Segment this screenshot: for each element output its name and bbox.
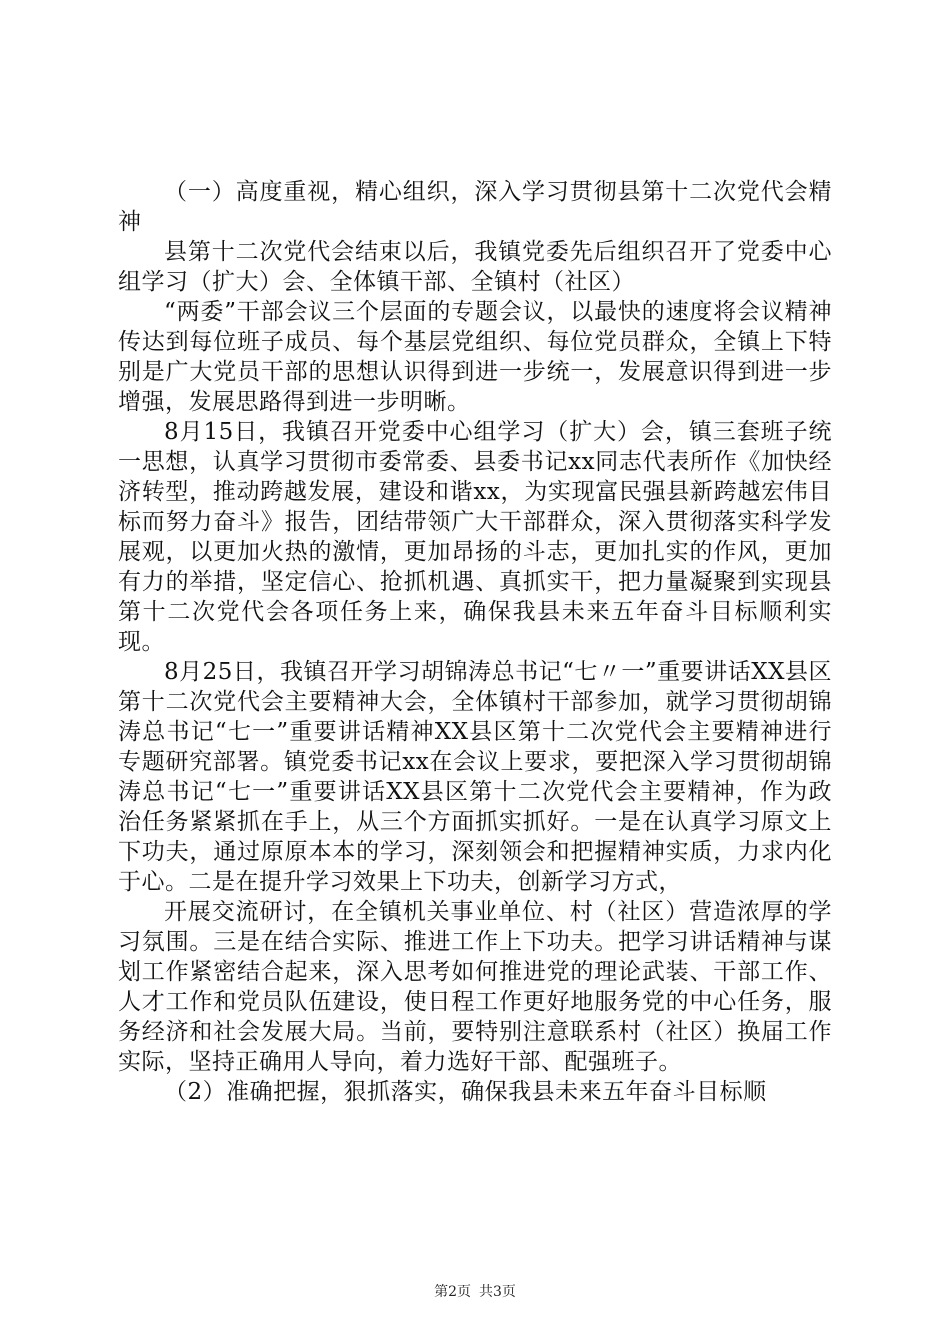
page-number: 第2页 <box>434 1284 471 1300</box>
paragraph: “两委”干部会议三个层面的专题会议，以最快的速度将会议精神传达到每位班子成员、每个基层党组织、每位党员群众，全镇上下特别是广大党员干部的思想认识得到进一步统一，发展意识得到进一步增强，发展思路得到进一步明晰。 <box>118 299 832 415</box>
section-heading-2: （2）准确把握，狠抓落实，确保我县未来五年奋斗目标顺 <box>164 1079 767 1105</box>
page-footer <box>0 1283 950 1301</box>
page-total: 共3页 <box>479 1284 516 1300</box>
document-body <box>118 177 832 1107</box>
paragraph: 开展交流研讨，在全镇机关事业单位、村（社区）营造浓厚的学习氛围。三是在结合实际、推进工作上下功夫。把学习讲话精神与谋划工作紧密结合起来，深入思考如何推进党的理论武装、干部工作、人才工作和党员队伍建设，使日程工作更好地服务党的中心任务，服务经济和社会发展大局。当前，要特别注意联系村（社区）换届工作实际，坚持正确用人导向，着力选好干部、配强班子。 <box>118 899 832 1075</box>
paragraph: 8月15日，我镇召开党委中心组学习（扩大）会，镇三套班子统一思想，认真学习贯彻市委常委、县委书记xx同志代表所作《加快经济转型，推动跨越发展，建设和谐xx，为实现富民强县新跨越宏伟目标而努力奋斗》报告，团结带领广大干部群众，深入贯彻落实科学发展观，以更加火热的激情，更加昂扬的斗志，更加扎实的作风，更加有力的举措，坚定信心、抢抓机遇、真抓实干，把力量凝聚到实现县第十二次党代会各项任务上来，确保我县未来五年奋斗目标顺利实现。 <box>118 419 832 655</box>
paragraph: 8月25日，我镇召开学习胡锦涛总书记“七〃一”重要讲话XX县区第十二次党代会主要精神大会，全体镇村干部参加，就学习贯彻胡锦涛总书记“七一”重要讲话精神XX县区第十二次党代会主要精神进行专题研究部署。镇党委书记xx在会议上要求，要把深入学习贯彻胡锦涛总书记“七一”重要讲话XX县区第十二次党代会主要精神，作为政治任务紧紧抓在手上，从三个方面抓实抓好。一是在认真学习原文上下功夫，通过原原本本的学习，深刻领会和把握精神实质，力求内化于心。二是在提升学习效果上下功夫，创新学习方式， <box>118 659 832 895</box>
paragraph: 县第十二次党代会结束以后，我镇党委先后组织召开了党委中心组学习（扩大）会、全体镇干部、全镇村（社区） <box>118 239 832 295</box>
section-heading-1: （一）高度重视，精心组织，深入学习贯彻县第十二次党代会精神 <box>118 179 832 235</box>
